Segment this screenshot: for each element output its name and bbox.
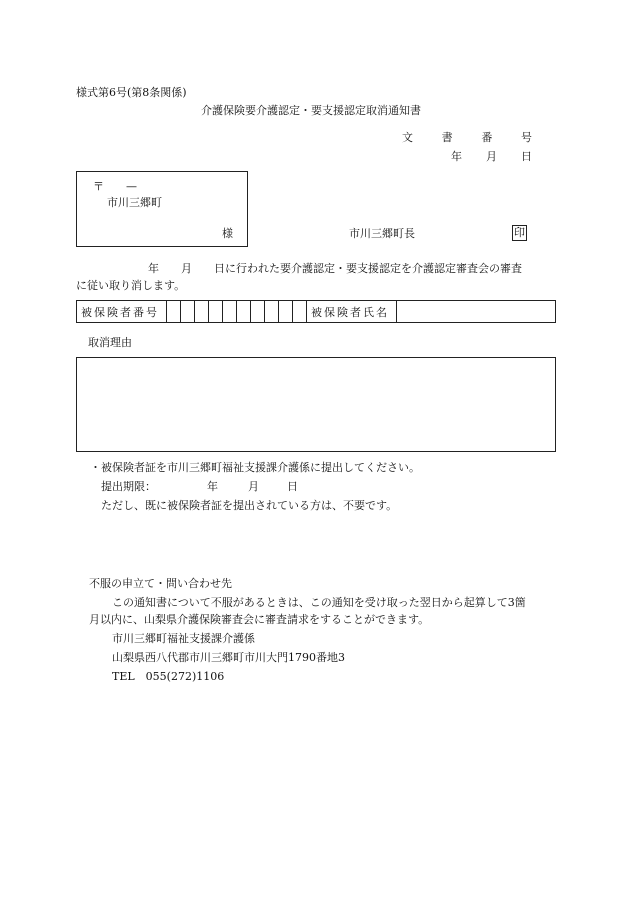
insured-number-digit-cell[interactable] <box>237 301 251 323</box>
contact-department: 市川三郷町福祉支援課介護係 <box>112 632 255 645</box>
recipient-honorific: 様 <box>222 227 233 240</box>
seal-stamp: 印 <box>514 226 525 239</box>
contact-address: 山梨県西八代郡市川三郷町市川大門1790番地3 <box>112 651 345 664</box>
issuer-name: 市川三郷町長 <box>349 227 415 240</box>
insured-number-digit-cell[interactable] <box>195 301 209 323</box>
date-year: 年 <box>451 150 462 163</box>
date-day: 日 <box>521 150 532 163</box>
insured-number-label: 被保険者番号 <box>77 301 167 323</box>
deadline-day: 日 <box>287 480 298 493</box>
deadline-label: 提出期限： <box>101 480 156 493</box>
submission-exemption-note: ただし、既に被保険者証を提出されている方は、不要です。 <box>101 499 398 512</box>
cancellation-reason-box[interactable] <box>76 357 556 452</box>
date-month: 月 <box>486 150 497 163</box>
doc-number-char: 書 <box>441 131 453 144</box>
insured-number-digit-cell[interactable] <box>209 301 223 323</box>
insured-number-digit-cell[interactable] <box>223 301 237 323</box>
insured-number-digit-cell[interactable] <box>265 301 279 323</box>
appeal-text-line2: 月以内に、山梨県介護保険審査会に審査請求をすることができます。 <box>89 613 430 626</box>
appeal-text-line1: この通知書について不服があるときは、この通知を受け取った翌日から起算して3箇 <box>112 596 526 609</box>
insured-number-digit-cell[interactable] <box>181 301 195 323</box>
postal-code: 〒 — <box>93 180 137 193</box>
doc-number-char: 文 <box>402 131 413 144</box>
insured-number-digit-cell[interactable] <box>251 301 265 323</box>
deadline-year: 年 <box>207 480 218 493</box>
doc-number-char: 番 <box>481 131 493 144</box>
document-title: 介護保険要介護認定・要支援認定取消通知書 <box>201 104 421 117</box>
insured-name-label: 被保険者氏名 <box>307 301 397 323</box>
insured-number-digit-cell[interactable] <box>167 301 181 323</box>
insured-number-digit-cell[interactable] <box>293 301 307 323</box>
body-text-line1: 年 月 日に行われた要介護認定・要支援認定を介護認定審査会の審査 <box>148 262 522 275</box>
insured-name-cell[interactable] <box>397 301 556 323</box>
insured-number-digit-cell[interactable] <box>279 301 293 323</box>
appeal-contact-heading: 不服の申立て・問い合わせ先 <box>89 577 232 590</box>
cancellation-reason-label: 取消理由 <box>88 336 132 349</box>
insured-info-table <box>76 300 556 323</box>
form-number: 様式第6号(第8条関係) <box>76 86 187 99</box>
doc-number-char: 号 <box>520 131 532 144</box>
deadline-month: 月 <box>248 480 259 493</box>
submission-deadline <box>101 480 298 493</box>
submission-notice: ・被保険者証を市川三郷町福祉支援課介護係に提出してください。 <box>90 461 420 474</box>
contact-phone: TEL 055(272)1106 <box>112 670 225 683</box>
document-number-label <box>402 131 532 144</box>
recipient-town: 市川三郷町 <box>107 196 162 209</box>
body-text-line2: に従い取り消します。 <box>76 279 186 292</box>
issue-date <box>451 150 532 163</box>
